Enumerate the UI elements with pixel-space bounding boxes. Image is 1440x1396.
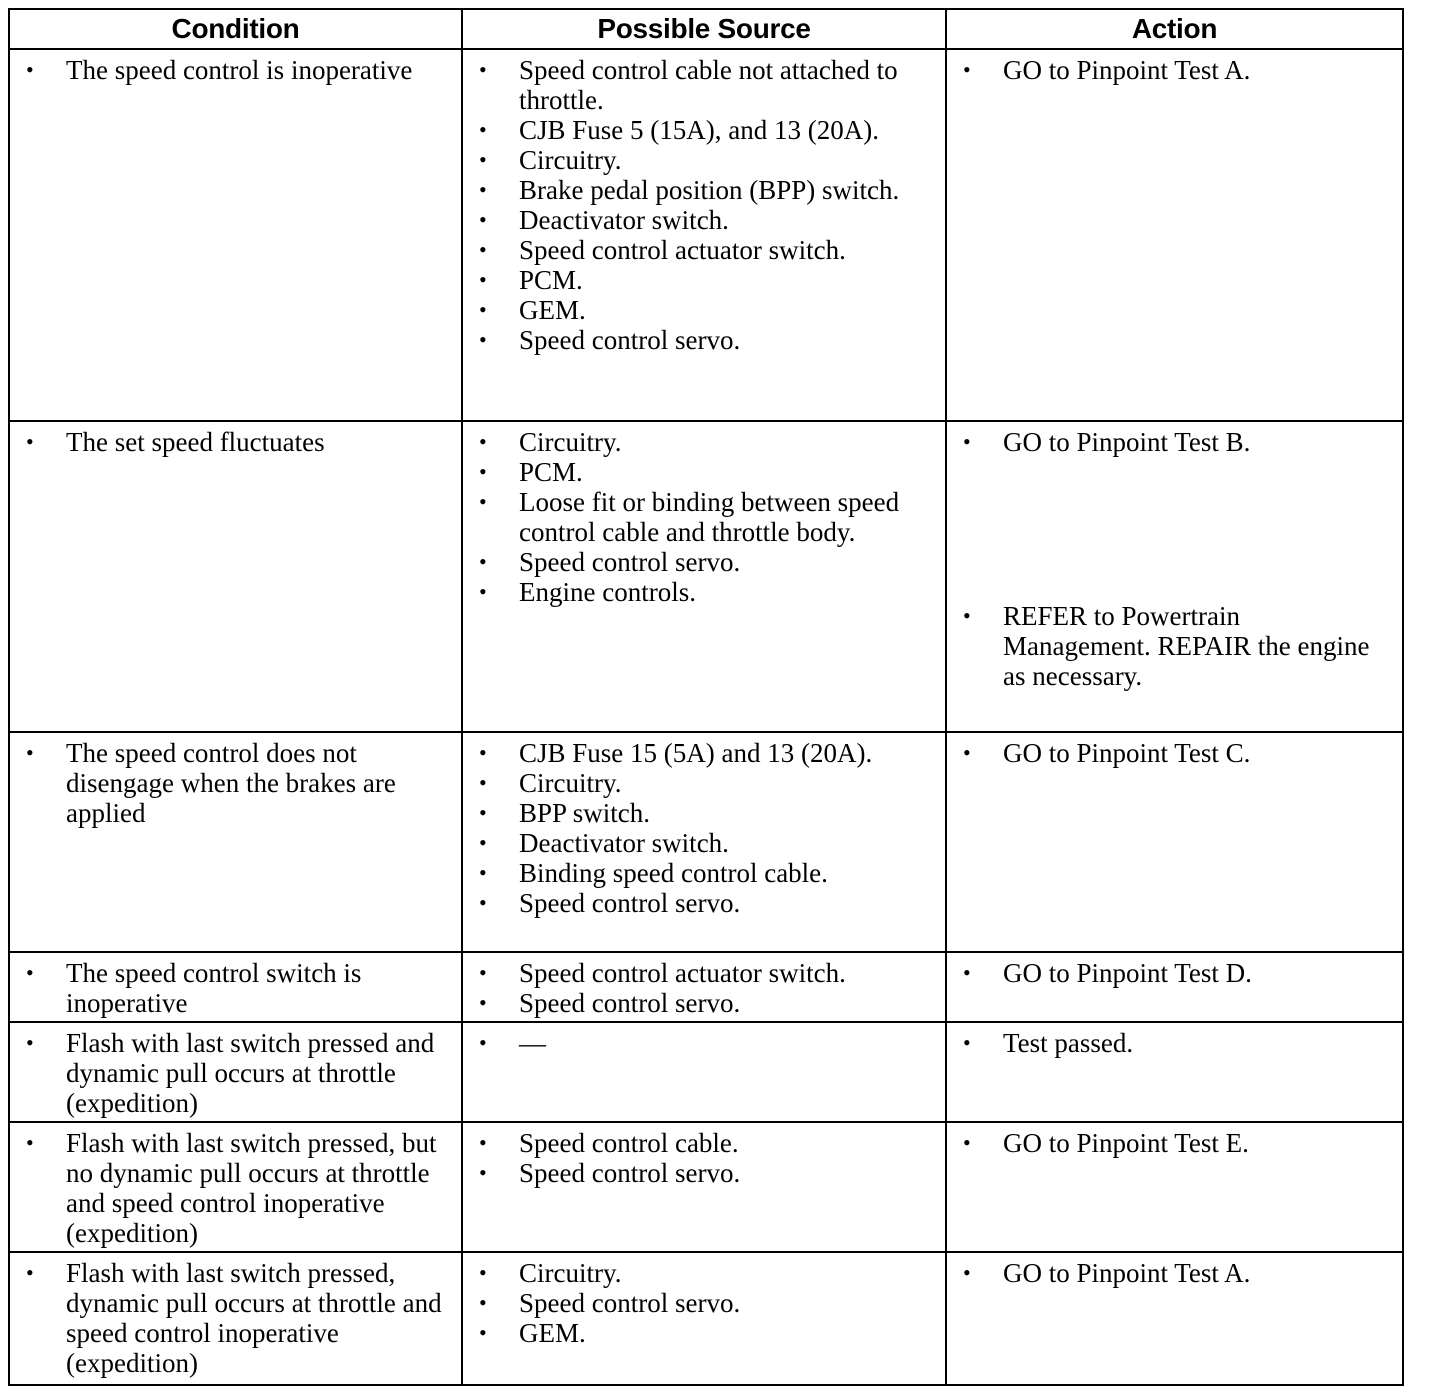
- action-item: • Test passed.: [947, 1028, 1402, 1058]
- source-cell: [463, 1023, 947, 1123]
- source-item: • Engine controls.: [463, 577, 945, 607]
- action-cell: [947, 50, 1402, 422]
- source-item: • CJB Fuse 5 (15A), and 13 (20A).: [463, 115, 945, 145]
- source-item: • GEM.: [463, 1318, 945, 1348]
- source-item: • Speed control servo.: [463, 988, 945, 1018]
- source-item: • Circuitry.: [463, 1258, 945, 1288]
- source-item: • Deactivator switch.: [463, 205, 945, 235]
- source-item: • —: [463, 1028, 945, 1058]
- header-possible-source: Possible Source: [463, 10, 947, 50]
- source-item: • Deactivator switch.: [463, 828, 945, 858]
- source-item: • CJB Fuse 15 (5A) and 13 (20A).: [463, 738, 945, 768]
- action-cell: [947, 953, 1402, 1023]
- source-item: • Binding speed control cable.: [463, 858, 945, 888]
- diagnosis-table: [8, 8, 1404, 1386]
- source-item: • Speed control actuator switch.: [463, 958, 945, 988]
- source-item: • Speed control actuator switch.: [463, 235, 945, 265]
- source-item: • Speed control servo.: [463, 547, 945, 577]
- action-item: • REFER to Powertrain Management. REPAIR the engine as necessary.: [947, 601, 1402, 691]
- action-cell: [947, 1123, 1402, 1253]
- source-item: • Speed control servo.: [463, 1288, 945, 1318]
- source-item: • PCM.: [463, 265, 945, 295]
- source-cell: [463, 422, 947, 733]
- condition-cell: [10, 733, 463, 953]
- source-cell: [463, 1123, 947, 1253]
- source-item: • Loose fit or binding between speed control cable and throttle body.: [463, 487, 945, 547]
- source-item: • BPP switch.: [463, 798, 945, 828]
- condition-text: • The set speed fluctuates: [10, 427, 461, 457]
- source-item: • Speed control servo.: [463, 888, 945, 918]
- action-item: • GO to Pinpoint Test B.: [947, 427, 1402, 457]
- condition-text: • Flash with last switch pressed and dynamic pull occurs at throttle (expedition): [10, 1028, 461, 1118]
- source-item: • Circuitry.: [463, 768, 945, 798]
- source-item: • PCM.: [463, 457, 945, 487]
- source-item: • Speed control cable.: [463, 1128, 945, 1158]
- condition-text: • The speed control switch is inoperative: [10, 958, 461, 1018]
- source-cell: [463, 953, 947, 1023]
- condition-cell: [10, 422, 463, 733]
- source-item: • Brake pedal position (BPP) switch.: [463, 175, 945, 205]
- action-cell: [947, 1253, 1402, 1384]
- condition-text: • Flash with last switch pressed, but no dynamic pull occurs at throttle and speed control inoperative (expedition): [10, 1128, 461, 1248]
- action-cell: [947, 422, 1402, 733]
- action-item: • GO to Pinpoint Test C.: [947, 738, 1402, 768]
- condition-text: • The speed control is inoperative: [10, 55, 461, 85]
- condition-cell: [10, 1023, 463, 1123]
- condition-cell: [10, 953, 463, 1023]
- action-item: • GO to Pinpoint Test E.: [947, 1128, 1402, 1158]
- source-cell: [463, 50, 947, 422]
- header-condition: Condition: [10, 10, 463, 50]
- source-item: • GEM.: [463, 295, 945, 325]
- source-cell: [463, 733, 947, 953]
- source-item: • Circuitry.: [463, 145, 945, 175]
- action-cell: [947, 1023, 1402, 1123]
- action-item: • GO to Pinpoint Test D.: [947, 958, 1402, 988]
- source-item: • Circuitry.: [463, 427, 945, 457]
- condition-text: • Flash with last switch pressed, dynamic pull occurs at throttle and speed control inoperative (expedition): [10, 1258, 461, 1378]
- action-item: • GO to Pinpoint Test A.: [947, 55, 1402, 85]
- condition-text: • The speed control does not disengage when the brakes are applied: [10, 738, 461, 828]
- source-item: • Speed control servo.: [463, 325, 945, 355]
- header-action: Action: [947, 10, 1402, 50]
- condition-cell: [10, 1253, 463, 1384]
- source-item: • Speed control servo.: [463, 1158, 945, 1188]
- source-item: • Speed control cable not attached to throttle.: [463, 55, 945, 115]
- condition-cell: [10, 1123, 463, 1253]
- condition-cell: [10, 50, 463, 422]
- action-item: • GO to Pinpoint Test A.: [947, 1258, 1402, 1288]
- action-cell: [947, 733, 1402, 953]
- source-cell: [463, 1253, 947, 1384]
